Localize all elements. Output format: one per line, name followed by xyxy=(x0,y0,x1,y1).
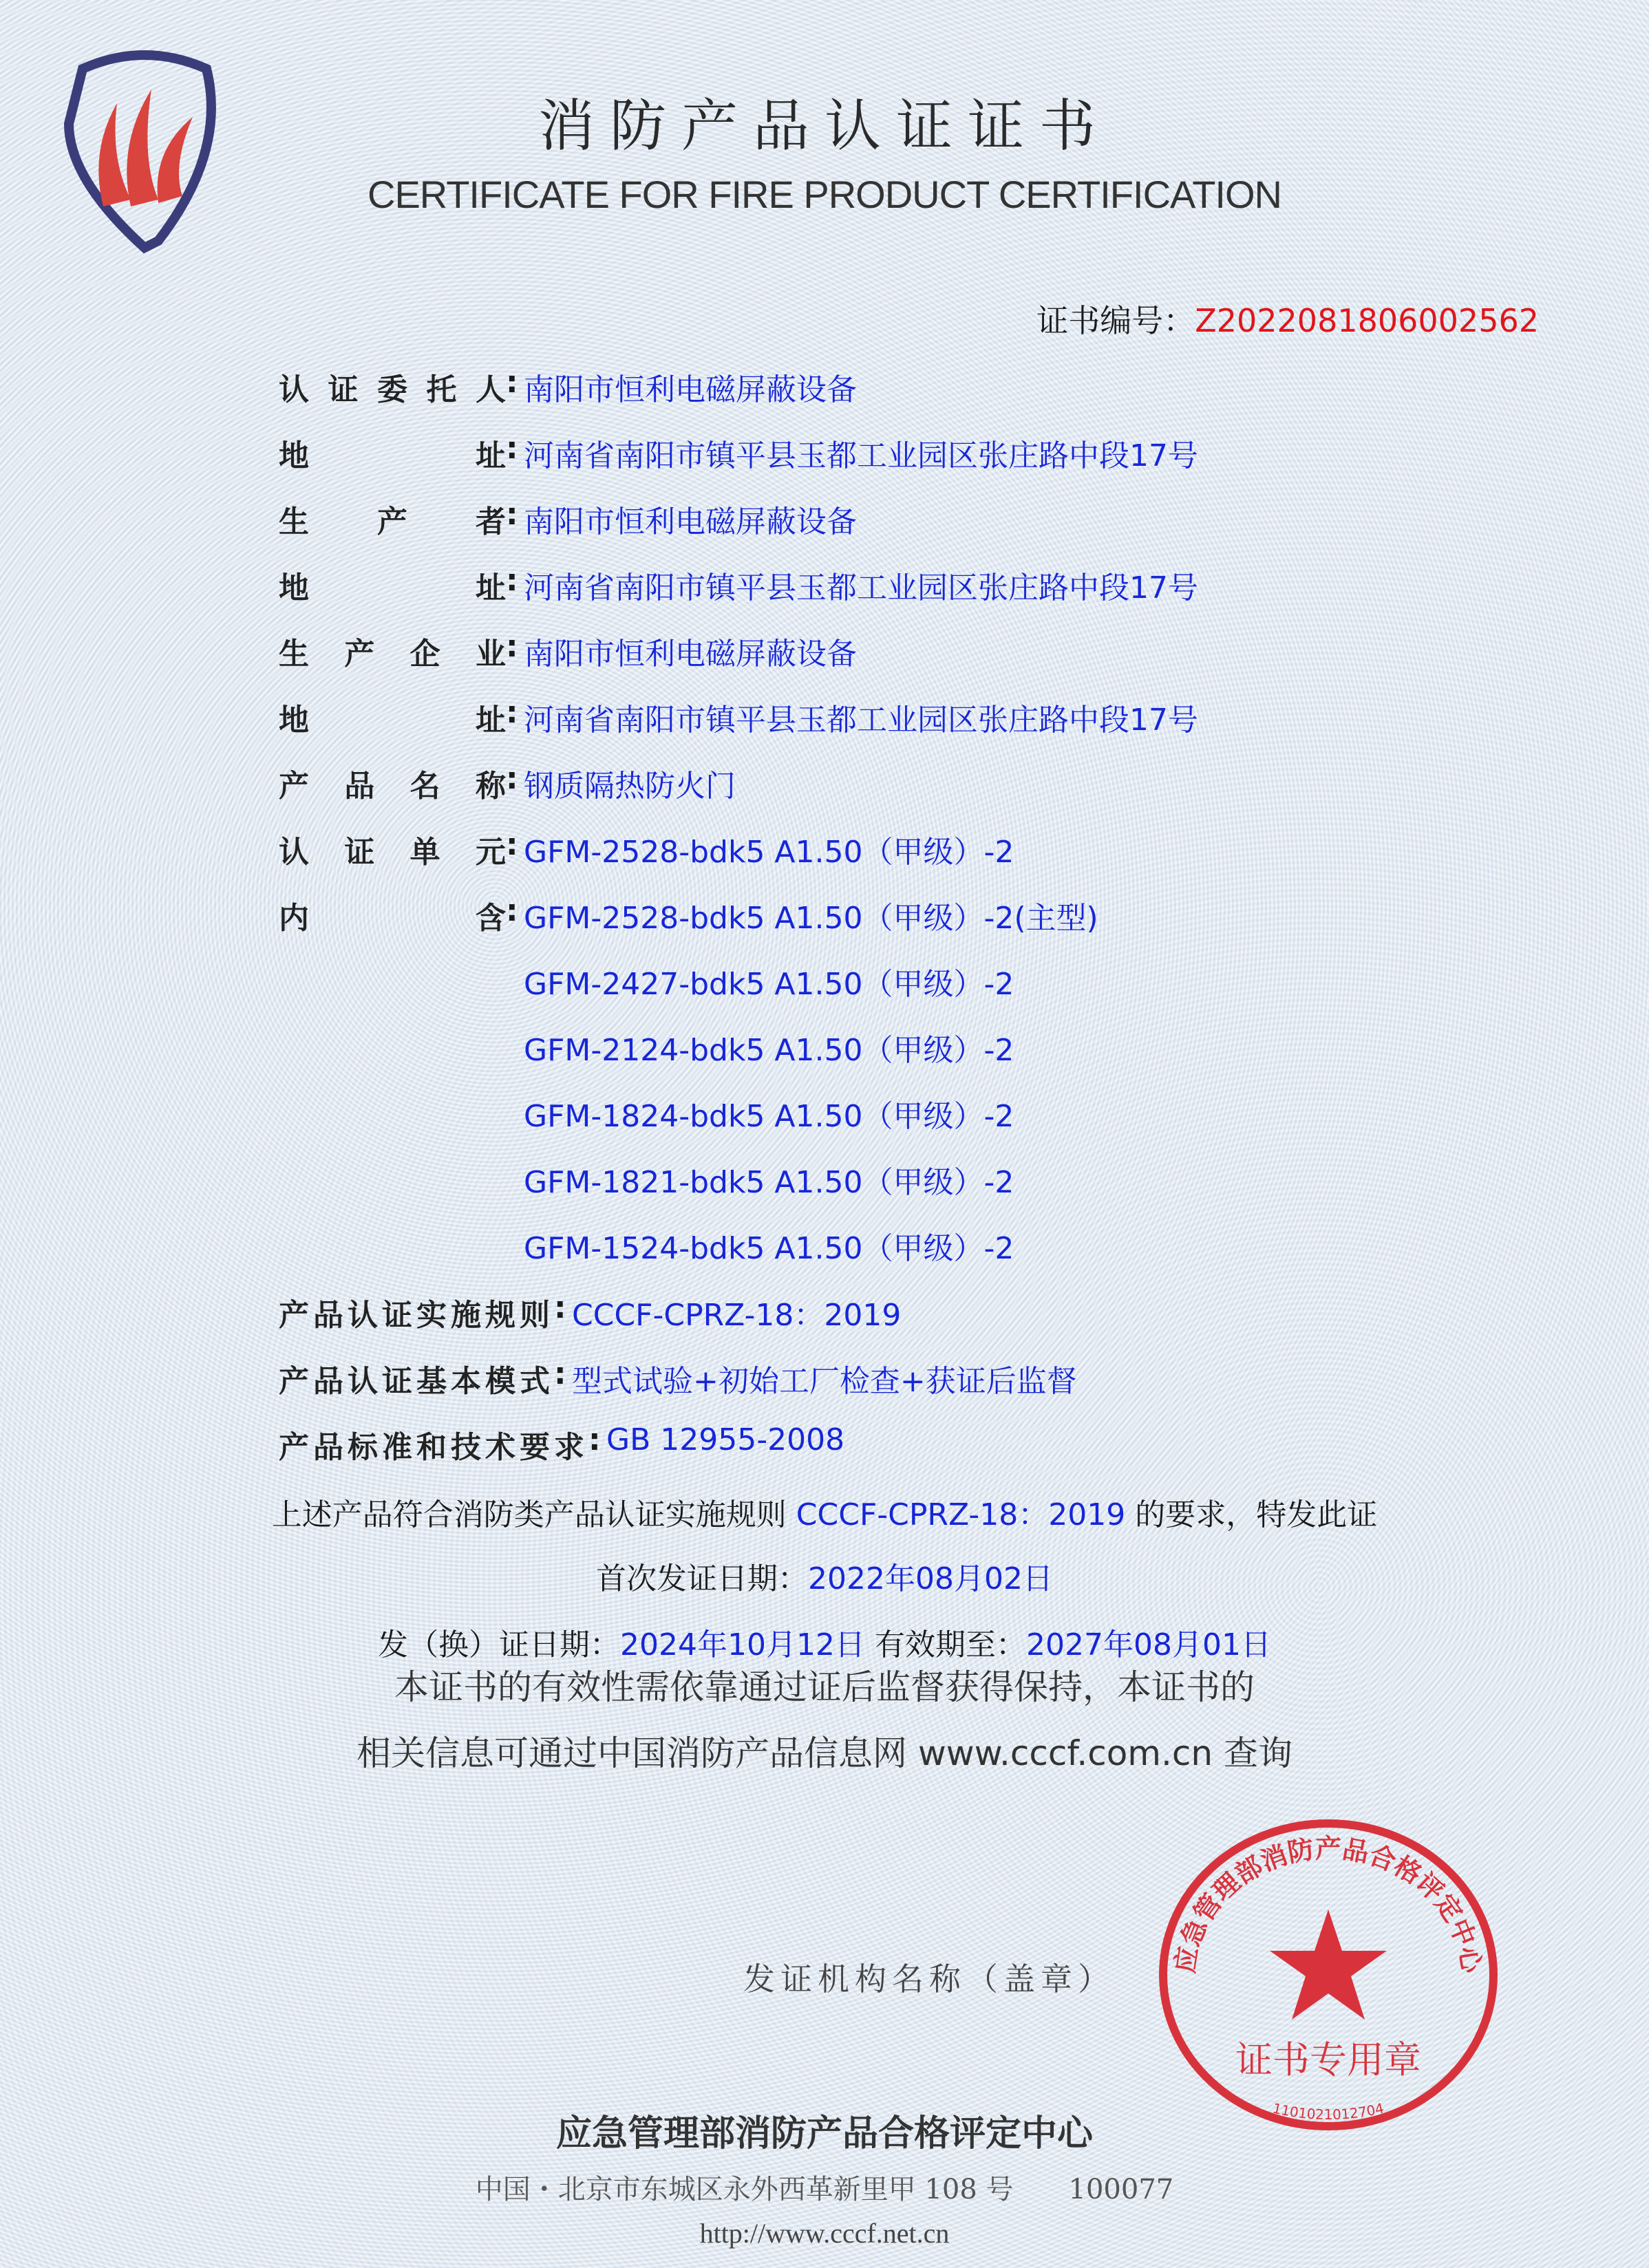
footer-url: http://www.cccf.net.cn xyxy=(699,2218,950,2249)
statement-text-end: 的要求，特发此证 xyxy=(1125,1497,1378,1532)
field-label-char: 地 xyxy=(279,570,309,606)
reissue-date xyxy=(0,1620,1649,1664)
field-label-char: 地 xyxy=(279,438,309,473)
footer-org: 应急管理部消防产品合格评定中心 xyxy=(555,2112,1093,2154)
field-value: 南阳市恒利电磁屏蔽设备 xyxy=(524,372,857,407)
valid-until-value: 2027年08月01日 xyxy=(1026,1627,1271,1662)
statement-text: 上述产品符合消防类产品认证实施规则 xyxy=(271,1497,796,1532)
field-colon: : xyxy=(506,365,518,400)
field-value: GFM-2528-bdk5 A1.50（甲级）-2 xyxy=(524,835,1014,870)
field-value: 南阳市恒利电磁屏蔽设备 xyxy=(524,504,857,539)
included-model: GFM-2427-bdk5 A1.50（甲级）-2 xyxy=(524,967,1014,1002)
official-seal xyxy=(1156,1817,1500,2133)
rule-row xyxy=(279,1356,1077,1398)
rule-value: CCCF-CPRZ-18：2019 xyxy=(572,1298,902,1333)
seal-ring-text: 应急管理部消防产品合格评定中心 xyxy=(1169,1833,1487,1976)
field-colon: : xyxy=(506,761,518,796)
field-row xyxy=(279,827,1014,868)
field-colon: : xyxy=(506,827,518,862)
field-label-char: 址 xyxy=(476,438,506,473)
field-label-char: 证 xyxy=(344,835,375,870)
field-label-char: 元 xyxy=(475,835,506,870)
rule-colon: : xyxy=(554,1290,566,1325)
certificate-title-en: CERTIFICATE FOR FIRE PRODUCT CERTIFICATION xyxy=(368,173,1281,216)
field-colon: : xyxy=(506,497,518,532)
field-label xyxy=(279,431,506,472)
field-label xyxy=(279,827,506,868)
field-row xyxy=(279,893,1098,934)
seal-center-text: 证书专用章 xyxy=(1235,2038,1421,2082)
valid-until-label: 有效期至： xyxy=(865,1627,1026,1662)
field-colon: : xyxy=(506,431,518,466)
included-model: GFM-1821-bdk5 A1.50（甲级）-2 xyxy=(524,1165,1014,1200)
field-row xyxy=(279,629,857,670)
notice-line-1: 本证书的有效性需依靠通过证后监督获得保持，本证书的 xyxy=(394,1667,1255,1707)
rule-colon: : xyxy=(588,1422,601,1457)
field-label-char: 产 xyxy=(279,769,309,804)
field-label-char: 内 xyxy=(279,901,309,936)
field-label-char: 托 xyxy=(426,372,457,407)
rule-value: GB 12955-2008 xyxy=(606,1422,845,1457)
seal-code: 1101021012704 xyxy=(1270,2099,1386,2123)
rule-row xyxy=(279,1290,901,1331)
certificate-number-label: 证书编号： xyxy=(1036,302,1195,339)
field-row xyxy=(279,695,1198,736)
field-row xyxy=(279,761,736,802)
field-label xyxy=(279,563,506,604)
field-label-char: 证 xyxy=(328,372,359,407)
field-label xyxy=(279,893,506,934)
field-label-char: 品 xyxy=(344,769,375,804)
field-row xyxy=(279,563,1198,604)
rule-row xyxy=(279,1422,844,1464)
field-label xyxy=(279,761,506,802)
included-model: GFM-1524-bdk5 A1.50（甲级）-2 xyxy=(524,1231,1014,1266)
first-issue-label: 首次发证日期： xyxy=(596,1561,809,1596)
field-value: 南阳市恒利电磁屏蔽设备 xyxy=(524,636,857,672)
field-value: 河南省南阳市镇平县玉都工业园区张庄路中段17号 xyxy=(524,570,1198,606)
field-value: GFM-2528-bdk5 A1.50（甲级）-2(主型) xyxy=(524,901,1098,936)
rule-value: 型式试验+初始工厂检查+获证后监督 xyxy=(572,1364,1077,1399)
field-label-char: 生 xyxy=(279,504,309,539)
field-label-char: 单 xyxy=(409,835,440,870)
field-label-char: 地 xyxy=(279,703,309,738)
field-label-char: 含 xyxy=(476,901,506,936)
field-colon: : xyxy=(506,563,518,598)
certificate-number-value: Z2022081806002562 xyxy=(1195,302,1539,339)
included-model: GFM-1824-bdk5 A1.50（甲级）-2 xyxy=(524,1099,1014,1134)
field-label xyxy=(279,695,506,736)
field-label-char: 产 xyxy=(377,504,407,539)
field-label xyxy=(279,365,506,406)
field-label xyxy=(279,629,506,670)
field-label-char: 业 xyxy=(475,636,506,672)
included-model: GFM-2124-bdk5 A1.50（甲级）-2 xyxy=(524,1033,1014,1068)
compliance-statement xyxy=(0,1490,1649,1534)
field-colon: : xyxy=(506,893,518,928)
field-colon: : xyxy=(506,695,518,730)
field-label-char: 址 xyxy=(476,570,506,606)
field-label-char: 委 xyxy=(377,372,407,407)
notice-line-2: 相关信息可通过中国消防产品信息网 www.cccf.com.cn 查询 xyxy=(357,1733,1292,1773)
reissue-value: 2024年10月12日 xyxy=(620,1627,865,1662)
field-label-char: 认 xyxy=(279,835,309,870)
field-label-char: 址 xyxy=(476,703,506,738)
rule-label: 产品认证实施规则 xyxy=(279,1298,554,1333)
field-label xyxy=(279,497,506,538)
first-issue-date xyxy=(0,1554,1649,1598)
field-label-char: 产 xyxy=(344,636,375,672)
field-label-char: 名 xyxy=(409,769,440,804)
field-label-char: 认 xyxy=(279,372,309,407)
rule-label: 产品标准和技术要求 xyxy=(279,1430,588,1465)
field-label-char: 人 xyxy=(476,372,506,407)
first-issue-value: 2022年08月02日 xyxy=(808,1561,1053,1596)
issuer-label: 发证机构名称（盖章） xyxy=(743,1960,1115,1998)
statement-rule: CCCF-CPRZ-18：2019 xyxy=(796,1497,1126,1532)
field-row xyxy=(279,365,857,406)
field-label-char: 企 xyxy=(409,636,440,672)
certificate-title: 消防产品认证证书 xyxy=(538,94,1111,159)
certificate-number xyxy=(1036,296,1539,341)
field-value: 河南省南阳市镇平县玉都工业园区张庄路中段17号 xyxy=(524,438,1198,473)
field-label-char: 称 xyxy=(475,769,506,804)
field-label-char: 生 xyxy=(279,636,309,672)
field-value: 河南省南阳市镇平县玉都工业园区张庄路中段17号 xyxy=(524,703,1198,738)
field-colon: : xyxy=(506,629,518,664)
reissue-label: 发（换）证日期： xyxy=(378,1627,621,1662)
footer-address: 中国・北京市东城区永外西革新里甲 108 号 100077 xyxy=(475,2174,1174,2205)
field-label-char: 者 xyxy=(476,504,506,539)
field-row xyxy=(279,431,1198,472)
rule-label: 产品认证基本模式 xyxy=(279,1364,554,1399)
rule-colon: : xyxy=(554,1356,566,1391)
field-row xyxy=(279,497,857,538)
field-value: 钢质隔热防火门 xyxy=(524,769,736,804)
